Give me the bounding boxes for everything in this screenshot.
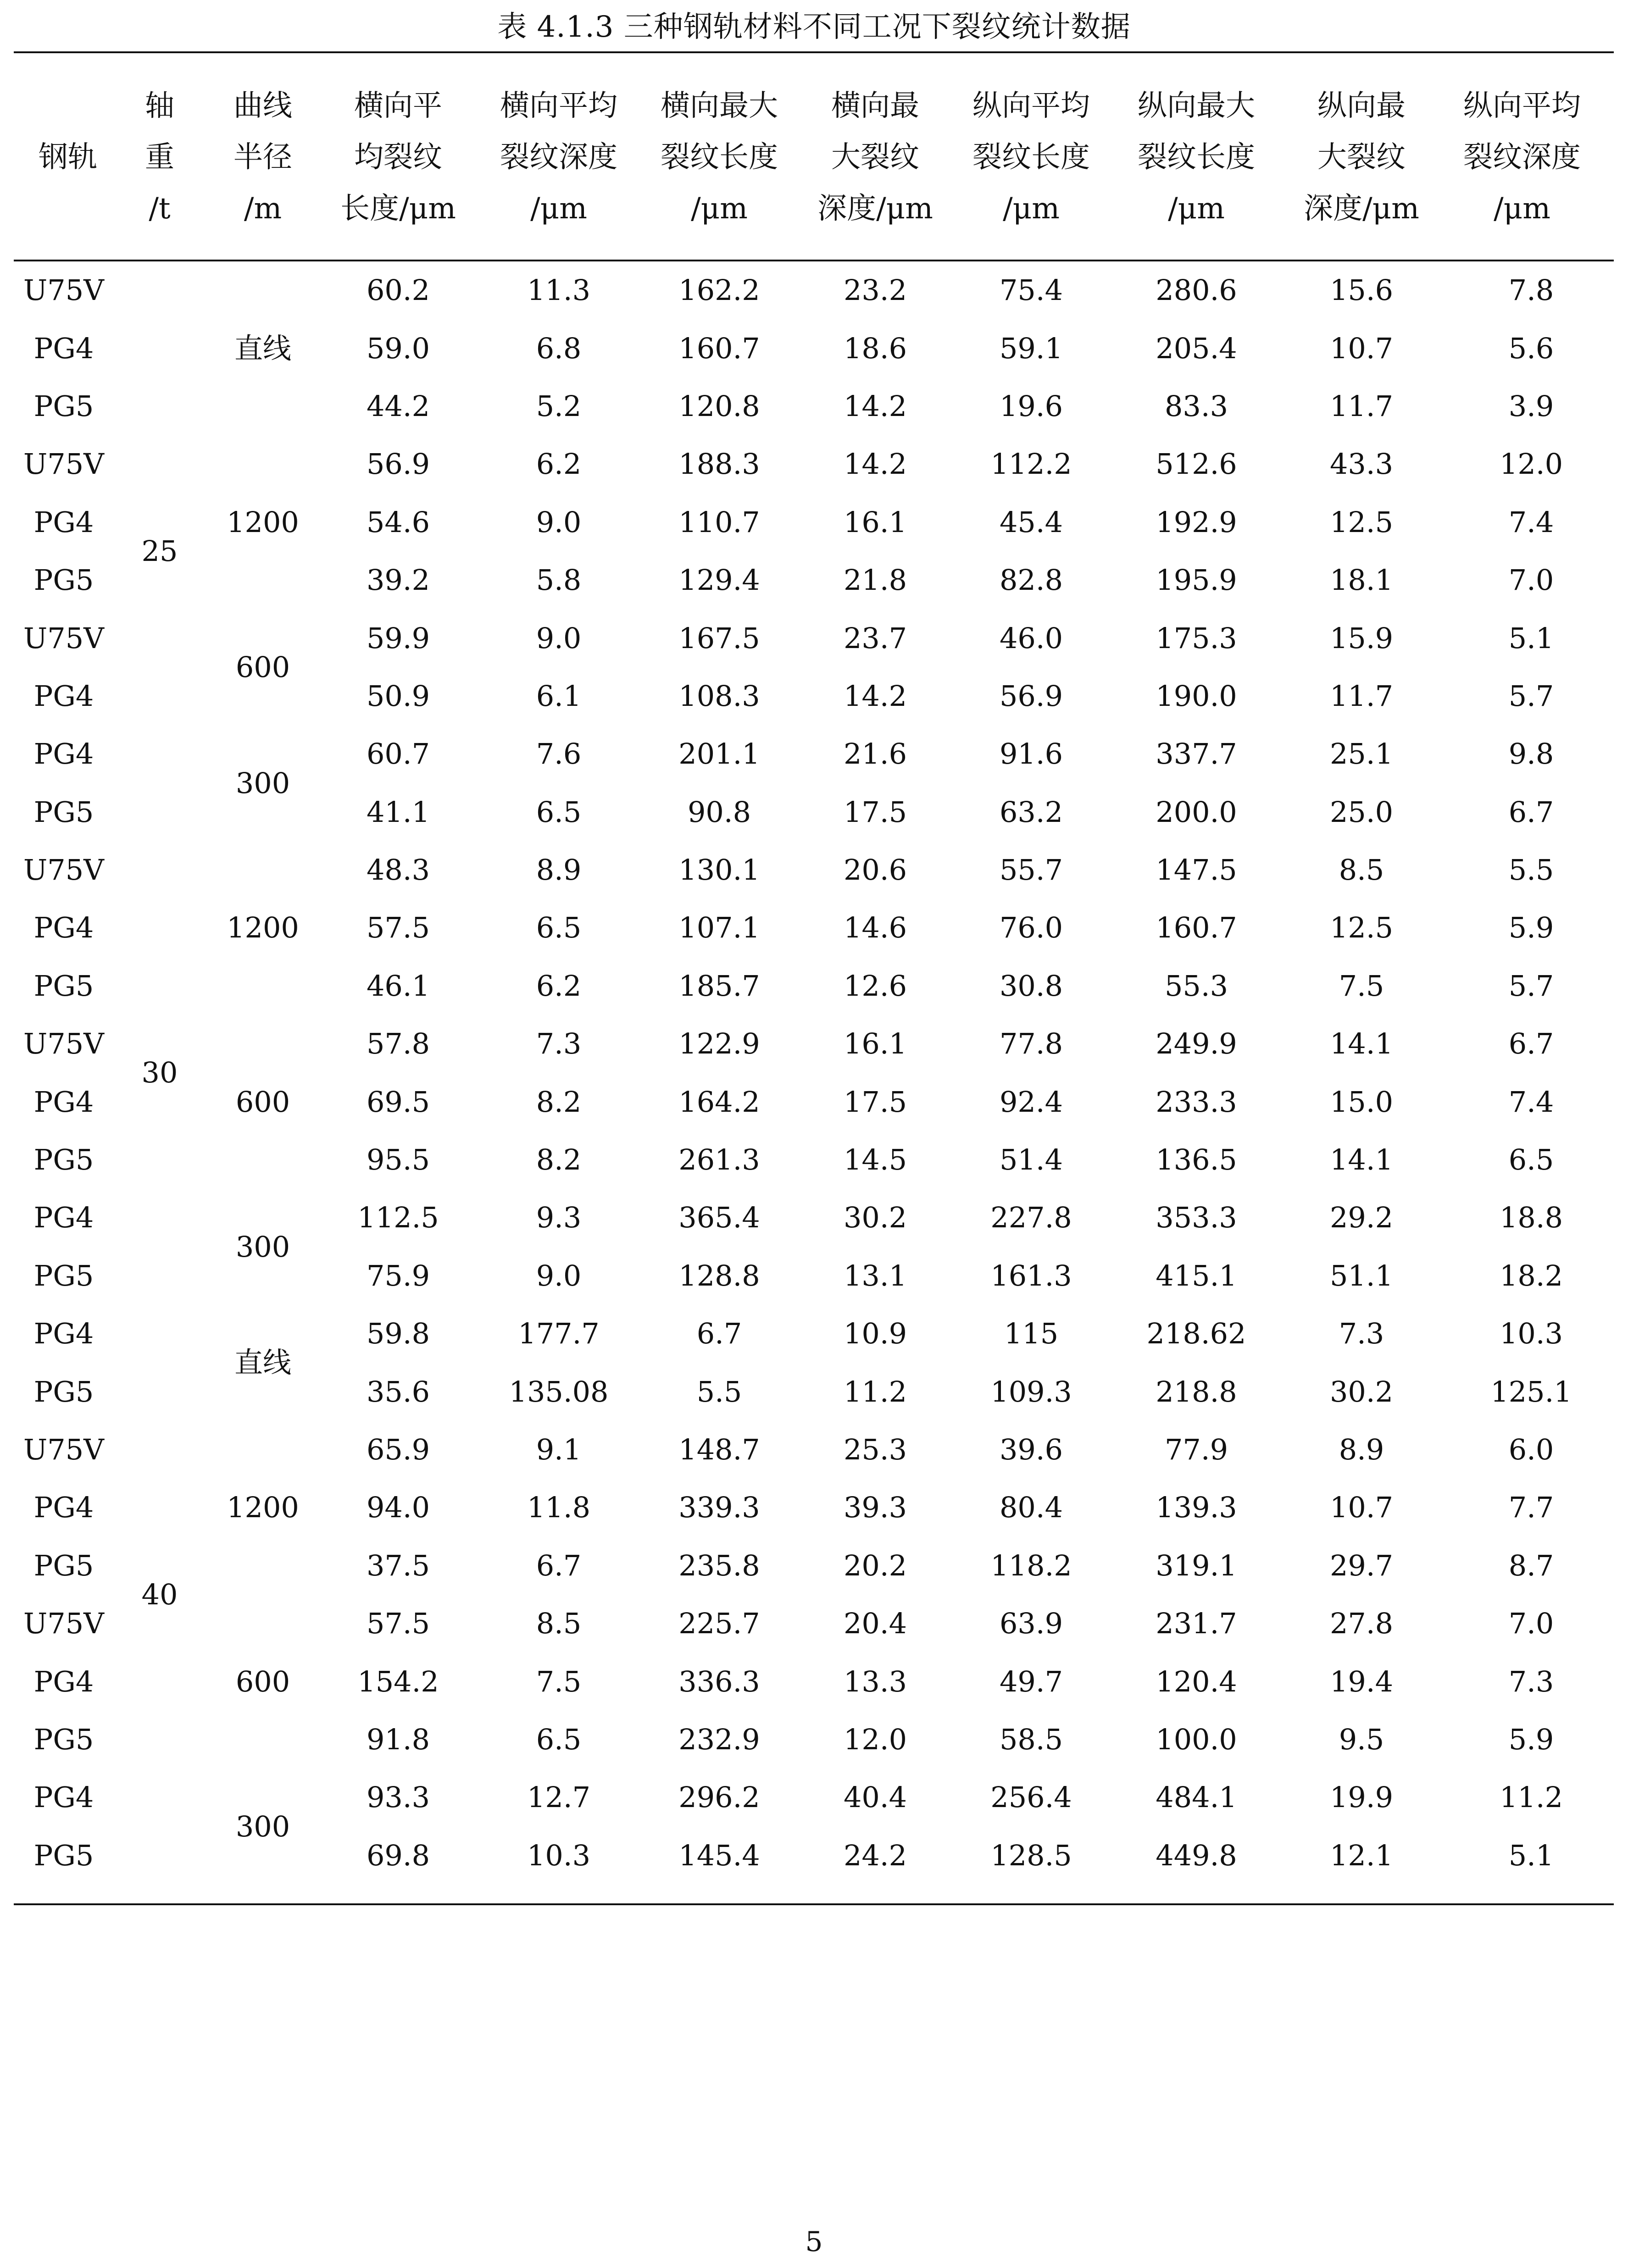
value-cell: 14.6: [843, 911, 907, 945]
value-cell: 125.1: [1490, 1375, 1572, 1408]
rail-cell: U75V: [23, 1433, 104, 1466]
header-lat-max-length: 横向最大 裂纹长度 /μm: [661, 89, 778, 226]
value-cell: 37.5: [366, 1548, 430, 1582]
value-cell: 231.7: [1156, 1607, 1237, 1641]
header-curve-radius: 曲线 半径 /m: [233, 89, 292, 226]
value-cell: 218.62: [1146, 1317, 1246, 1351]
value-cell: 30.2: [843, 1201, 907, 1235]
rail-cell: PG5: [33, 795, 94, 829]
value-cell: 14.1: [1329, 1143, 1394, 1177]
value-cell: 29.2: [1329, 1201, 1394, 1235]
value-cell: 18.6: [843, 331, 907, 365]
value-cell: 91.8: [366, 1722, 430, 1756]
value-cell: 40.4: [843, 1780, 907, 1814]
curve-radius-cell: 直线: [234, 1346, 291, 1380]
curve-radius-cell: 600: [235, 650, 290, 684]
value-cell: 7.5: [536, 1664, 582, 1698]
value-cell: 261.3: [678, 1143, 760, 1177]
value-cell: 9.5: [1339, 1722, 1384, 1756]
value-cell: 415.1: [1156, 1259, 1237, 1292]
rail-cell: U75V: [23, 1607, 104, 1641]
value-cell: 484.1: [1156, 1780, 1237, 1814]
value-cell: 12.5: [1329, 505, 1394, 539]
value-cell: 11.2: [843, 1375, 907, 1408]
value-cell: 55.7: [999, 853, 1063, 887]
value-cell: 5.1: [1508, 1838, 1554, 1872]
value-cell: 145.4: [678, 1838, 760, 1872]
rail-cell: PG4: [33, 1780, 94, 1814]
value-cell: 11.3: [527, 273, 591, 307]
rail-cell: PG5: [33, 1375, 94, 1408]
value-cell: 118.2: [990, 1548, 1072, 1582]
table-row: [14, 1769, 1623, 1826]
value-cell: 59.8: [366, 1317, 430, 1351]
value-cell: 3.9: [1508, 389, 1554, 423]
value-cell: 6.5: [1508, 1143, 1554, 1177]
value-cell: 57.5: [366, 911, 430, 945]
value-cell: 6.7: [536, 1548, 582, 1582]
header-lon-avg-length: 纵向平均 裂纹长度 /μm: [972, 89, 1090, 226]
value-cell: 365.4: [678, 1201, 760, 1235]
rail-cell: PG5: [33, 1722, 94, 1756]
header-lon-max-length: 纵向最大 裂纹长度 /μm: [1138, 89, 1255, 226]
curve-radius-cell: 300: [235, 766, 290, 800]
curve-radius-cell: 600: [235, 1085, 290, 1119]
table-row: [14, 841, 1623, 899]
value-cell: 56.9: [366, 447, 430, 481]
value-cell: 23.2: [843, 273, 907, 307]
rail-cell: PG5: [33, 389, 94, 423]
value-cell: 16.1: [843, 505, 907, 539]
value-cell: 15.6: [1329, 273, 1394, 307]
axle-load-cell: 30: [141, 1056, 178, 1090]
header-lat-avg-depth: 横向平均 裂纹深度 /μm: [500, 89, 617, 226]
value-cell: 5.1: [1508, 621, 1554, 655]
value-cell: 83.3: [1164, 389, 1228, 423]
value-cell: 10.3: [527, 1838, 591, 1872]
rail-cell: PG5: [33, 1548, 94, 1582]
value-cell: 45.4: [999, 505, 1063, 539]
rail-cell: PG4: [33, 679, 94, 713]
value-cell: 235.8: [678, 1548, 760, 1582]
value-cell: 20.6: [843, 853, 907, 887]
curve-radius-cell: 600: [235, 1664, 290, 1698]
value-cell: 128.8: [678, 1259, 760, 1292]
value-cell: 7.3: [1508, 1664, 1554, 1698]
value-cell: 12.1: [1329, 1838, 1394, 1872]
rail-cell: PG4: [33, 1201, 94, 1235]
value-cell: 24.2: [843, 1838, 907, 1872]
value-cell: 122.9: [678, 1027, 760, 1061]
curve-radius-cell: 300: [235, 1809, 290, 1843]
value-cell: 21.8: [843, 563, 907, 597]
value-cell: 51.1: [1329, 1259, 1394, 1292]
value-cell: 112.2: [990, 447, 1072, 481]
value-cell: 63.2: [999, 795, 1063, 829]
value-cell: 75.4: [999, 273, 1063, 307]
value-cell: 249.9: [1156, 1027, 1237, 1061]
table-body: [14, 261, 1623, 1885]
value-cell: 7.6: [536, 737, 582, 771]
value-cell: 69.5: [366, 1085, 430, 1119]
rail-cell: PG5: [33, 969, 94, 1003]
table-row: [14, 261, 1623, 319]
value-cell: 54.6: [366, 505, 430, 539]
header-lat-avg-length: 横向平 均裂纹 长度/μm: [340, 89, 456, 226]
value-cell: 59.0: [366, 331, 430, 365]
value-cell: 46.1: [366, 969, 430, 1003]
header-lat-max-depth: 横向最 大裂纹 深度/μm: [817, 89, 933, 226]
rail-cell: PG5: [33, 1838, 94, 1872]
value-cell: 9.1: [536, 1433, 582, 1466]
value-cell: 44.2: [366, 389, 430, 423]
value-cell: 13.1: [843, 1259, 907, 1292]
value-cell: 7.3: [536, 1027, 582, 1061]
value-cell: 7.4: [1508, 1085, 1554, 1119]
value-cell: 77.9: [1164, 1433, 1228, 1466]
value-cell: 56.9: [999, 679, 1063, 713]
value-cell: 225.7: [678, 1607, 760, 1641]
value-cell: 201.1: [678, 737, 760, 771]
rail-cell: PG4: [33, 1491, 94, 1525]
value-cell: 27.8: [1329, 1607, 1394, 1641]
value-cell: 95.5: [366, 1143, 430, 1177]
table-row: [14, 609, 1623, 667]
value-cell: 59.9: [366, 621, 430, 655]
value-cell: 80.4: [999, 1491, 1063, 1525]
rail-cell: PG4: [33, 737, 94, 771]
value-cell: 39.6: [999, 1433, 1063, 1466]
value-cell: 82.8: [999, 563, 1063, 597]
value-cell: 46.0: [999, 621, 1063, 655]
value-cell: 19.4: [1329, 1664, 1394, 1698]
value-cell: 120.4: [1156, 1664, 1237, 1698]
value-cell: 280.6: [1156, 273, 1237, 307]
axle-load-cell: 40: [141, 1577, 178, 1611]
value-cell: 337.7: [1156, 737, 1237, 771]
value-cell: 35.6: [366, 1375, 430, 1408]
header-lon-avg-depth: 纵向平均 裂纹深度 /μm: [1463, 89, 1581, 226]
table-row: [14, 1421, 1623, 1479]
value-cell: 18.2: [1499, 1259, 1563, 1292]
value-cell: 12.7: [527, 1780, 591, 1814]
value-cell: 296.2: [678, 1780, 760, 1814]
value-cell: 18.1: [1329, 563, 1394, 597]
value-cell: 164.2: [678, 1085, 760, 1119]
value-cell: 147.5: [1156, 853, 1237, 887]
value-cell: 25.3: [843, 1433, 907, 1466]
value-cell: 512.6: [1156, 447, 1237, 481]
value-cell: 5.5: [1508, 853, 1554, 887]
rail-cell: PG4: [33, 1317, 94, 1351]
value-cell: 10.9: [843, 1317, 907, 1351]
value-cell: 319.1: [1156, 1548, 1237, 1582]
value-cell: 161.3: [990, 1259, 1072, 1292]
value-cell: 177.7: [518, 1317, 600, 1351]
value-cell: 15.0: [1329, 1085, 1394, 1119]
header-lon-max-depth: 纵向最 大裂纹 深度/μm: [1304, 89, 1419, 226]
value-cell: 6.7: [696, 1317, 742, 1351]
value-cell: 14.1: [1329, 1027, 1394, 1061]
value-cell: 23.7: [843, 621, 907, 655]
value-cell: 148.7: [678, 1433, 760, 1466]
rail-cell: PG4: [33, 505, 94, 539]
value-cell: 7.0: [1508, 1607, 1554, 1641]
value-cell: 129.4: [678, 563, 760, 597]
rail-cell: PG4: [33, 331, 94, 365]
value-cell: 449.8: [1156, 1838, 1237, 1872]
value-cell: 48.3: [366, 853, 430, 887]
value-cell: 128.5: [990, 1838, 1072, 1872]
value-cell: 336.3: [678, 1664, 760, 1698]
value-cell: 7.5: [1339, 969, 1384, 1003]
value-cell: 8.7: [1508, 1548, 1554, 1582]
value-cell: 7.7: [1508, 1491, 1554, 1525]
table-caption: 表 4.1.3 三种钢轨材料不同工况下裂纹统计数据: [497, 10, 1131, 44]
value-cell: 6.7: [1508, 795, 1554, 829]
value-cell: 57.8: [366, 1027, 430, 1061]
header-rail: 钢轨: [39, 140, 97, 174]
value-cell: 188.3: [678, 447, 760, 481]
value-cell: 7.3: [1339, 1317, 1384, 1351]
value-cell: 11.7: [1329, 679, 1394, 713]
value-cell: 20.4: [843, 1607, 907, 1641]
value-cell: 227.8: [990, 1201, 1072, 1235]
value-cell: 160.7: [1156, 911, 1237, 945]
value-cell: 205.4: [1156, 331, 1237, 365]
value-cell: 6.5: [536, 795, 582, 829]
value-cell: 9.0: [536, 1259, 582, 1292]
rail-cell: PG5: [33, 1143, 94, 1177]
value-cell: 130.1: [678, 853, 760, 887]
value-cell: 12.5: [1329, 911, 1394, 945]
curve-radius-cell: 1200: [227, 505, 299, 539]
value-cell: 30.2: [1329, 1375, 1394, 1408]
value-cell: 58.5: [999, 1722, 1063, 1756]
value-cell: 60.2: [366, 273, 430, 307]
value-cell: 60.7: [366, 737, 430, 771]
value-cell: 9.3: [536, 1201, 582, 1235]
value-cell: 6.2: [536, 447, 582, 481]
axle-load-cell: 25: [141, 534, 178, 568]
curve-radius-cell: 1200: [227, 911, 299, 945]
value-cell: 12.0: [1499, 447, 1563, 481]
curve-radius-cell: 直线: [234, 331, 291, 365]
value-cell: 49.7: [999, 1664, 1063, 1698]
value-cell: 6.7: [1508, 1027, 1554, 1061]
value-cell: 9.0: [536, 621, 582, 655]
value-cell: 5.7: [1508, 969, 1554, 1003]
value-cell: 12.0: [843, 1722, 907, 1756]
value-cell: 59.1: [999, 331, 1063, 365]
value-cell: 92.4: [999, 1085, 1063, 1119]
value-cell: 11.7: [1329, 389, 1394, 423]
value-cell: 10.7: [1329, 1491, 1394, 1525]
table-row: [14, 435, 1623, 493]
value-cell: 91.6: [999, 737, 1063, 771]
value-cell: 14.2: [843, 447, 907, 481]
value-cell: 55.3: [1164, 969, 1228, 1003]
value-cell: 110.7: [678, 505, 760, 539]
rail-cell: U75V: [23, 273, 104, 307]
table-row: [14, 1595, 1623, 1652]
value-cell: 6.8: [536, 331, 582, 365]
value-cell: 8.9: [1339, 1433, 1384, 1466]
value-cell: 232.9: [678, 1722, 760, 1756]
value-cell: 14.2: [843, 389, 907, 423]
header-axle-load: 轴 重 /t: [145, 89, 174, 226]
value-cell: 69.8: [366, 1838, 430, 1872]
curve-radius-cell: 1200: [227, 1491, 299, 1525]
rail-cell: U75V: [23, 621, 104, 655]
value-cell: 353.3: [1156, 1201, 1237, 1235]
value-cell: 76.0: [999, 911, 1063, 945]
value-cell: 25.0: [1329, 795, 1394, 829]
value-cell: 192.9: [1156, 505, 1237, 539]
value-cell: 5.2: [536, 389, 582, 423]
value-cell: 8.2: [536, 1085, 582, 1119]
value-cell: 5.9: [1508, 1722, 1554, 1756]
value-cell: 7.0: [1508, 563, 1554, 597]
value-cell: 5.6: [1508, 331, 1554, 365]
rail-cell: U75V: [23, 447, 104, 481]
value-cell: 19.6: [999, 389, 1063, 423]
value-cell: 57.5: [366, 1607, 430, 1641]
value-cell: 200.0: [1156, 795, 1237, 829]
value-cell: 6.0: [1508, 1433, 1554, 1466]
value-cell: 120.8: [678, 389, 760, 423]
table-row: [14, 1015, 1623, 1073]
rail-cell: U75V: [23, 853, 104, 887]
value-cell: 20.2: [843, 1548, 907, 1582]
value-cell: 5.9: [1508, 911, 1554, 945]
value-cell: 115: [1004, 1317, 1059, 1351]
rail-cell: PG5: [33, 563, 94, 597]
value-cell: 167.5: [678, 621, 760, 655]
value-cell: 17.5: [843, 1085, 907, 1119]
top-rule: [14, 51, 1614, 53]
curve-radius-cell: 300: [235, 1230, 290, 1264]
value-cell: 5.5: [696, 1375, 742, 1408]
value-cell: 139.3: [1156, 1491, 1237, 1525]
value-cell: 14.5: [843, 1143, 907, 1177]
rail-cell: PG4: [33, 911, 94, 945]
value-cell: 14.2: [843, 679, 907, 713]
value-cell: 15.9: [1329, 621, 1394, 655]
value-cell: 8.5: [1339, 853, 1384, 887]
value-cell: 21.6: [843, 737, 907, 771]
table-row: [14, 725, 1623, 783]
value-cell: 112.5: [357, 1201, 439, 1235]
value-cell: 108.3: [678, 679, 760, 713]
value-cell: 19.9: [1329, 1780, 1394, 1814]
value-cell: 109.3: [990, 1375, 1072, 1408]
value-cell: 16.1: [843, 1027, 907, 1061]
table-row: [14, 1305, 1623, 1363]
page-number: 5: [805, 2226, 823, 2258]
value-cell: 12.6: [843, 969, 907, 1003]
value-cell: 9.0: [536, 505, 582, 539]
value-cell: 6.5: [536, 1722, 582, 1756]
value-cell: 6.1: [536, 679, 582, 713]
value-cell: 5.7: [1508, 679, 1554, 713]
value-cell: 135.08: [509, 1375, 609, 1408]
value-cell: 65.9: [366, 1433, 430, 1466]
value-cell: 339.3: [678, 1491, 760, 1525]
value-cell: 154.2: [357, 1664, 439, 1698]
value-cell: 136.5: [1156, 1143, 1237, 1177]
rail-cell: PG4: [33, 1664, 94, 1698]
value-cell: 160.7: [678, 331, 760, 365]
rail-cell: U75V: [23, 1027, 104, 1061]
value-cell: 8.9: [536, 853, 582, 887]
value-cell: 77.8: [999, 1027, 1063, 1061]
value-cell: 6.5: [536, 911, 582, 945]
value-cell: 63.9: [999, 1607, 1063, 1641]
value-cell: 17.5: [843, 795, 907, 829]
value-cell: 50.9: [366, 679, 430, 713]
rail-cell: PG5: [33, 1259, 94, 1292]
value-cell: 185.7: [678, 969, 760, 1003]
value-cell: 94.0: [366, 1491, 430, 1525]
value-cell: 25.1: [1329, 737, 1394, 771]
value-cell: 175.3: [1156, 621, 1237, 655]
value-cell: 11.2: [1499, 1780, 1563, 1814]
value-cell: 256.4: [990, 1780, 1072, 1814]
value-cell: 6.2: [536, 969, 582, 1003]
value-cell: 8.2: [536, 1143, 582, 1177]
value-cell: 75.9: [366, 1259, 430, 1292]
value-cell: 100.0: [1156, 1722, 1237, 1756]
value-cell: 18.8: [1499, 1201, 1563, 1235]
value-cell: 41.1: [366, 795, 430, 829]
value-cell: 30.8: [999, 969, 1063, 1003]
value-cell: 13.3: [843, 1664, 907, 1698]
value-cell: 9.8: [1508, 737, 1554, 771]
value-cell: 218.8: [1156, 1375, 1237, 1408]
value-cell: 43.3: [1329, 447, 1394, 481]
value-cell: 233.3: [1156, 1085, 1237, 1119]
bottom-rule: [14, 1903, 1614, 1905]
value-cell: 7.4: [1508, 505, 1554, 539]
value-cell: 51.4: [999, 1143, 1063, 1177]
value-cell: 39.3: [843, 1491, 907, 1525]
value-cell: 162.2: [678, 273, 760, 307]
rail-cell: PG4: [33, 1085, 94, 1119]
value-cell: 39.2: [366, 563, 430, 597]
value-cell: 5.8: [536, 563, 582, 597]
value-cell: 195.9: [1156, 563, 1237, 597]
value-cell: 10.3: [1499, 1317, 1563, 1351]
table-row: [14, 1189, 1623, 1247]
value-cell: 29.7: [1329, 1548, 1394, 1582]
value-cell: 11.8: [527, 1491, 591, 1525]
value-cell: 107.1: [678, 911, 760, 945]
value-cell: 93.3: [366, 1780, 430, 1814]
crack-statistics-table: [14, 261, 1623, 1885]
value-cell: 10.7: [1329, 331, 1394, 365]
value-cell: 7.8: [1508, 273, 1554, 307]
value-cell: 90.8: [687, 795, 751, 829]
value-cell: 8.5: [536, 1607, 582, 1641]
value-cell: 190.0: [1156, 679, 1237, 713]
